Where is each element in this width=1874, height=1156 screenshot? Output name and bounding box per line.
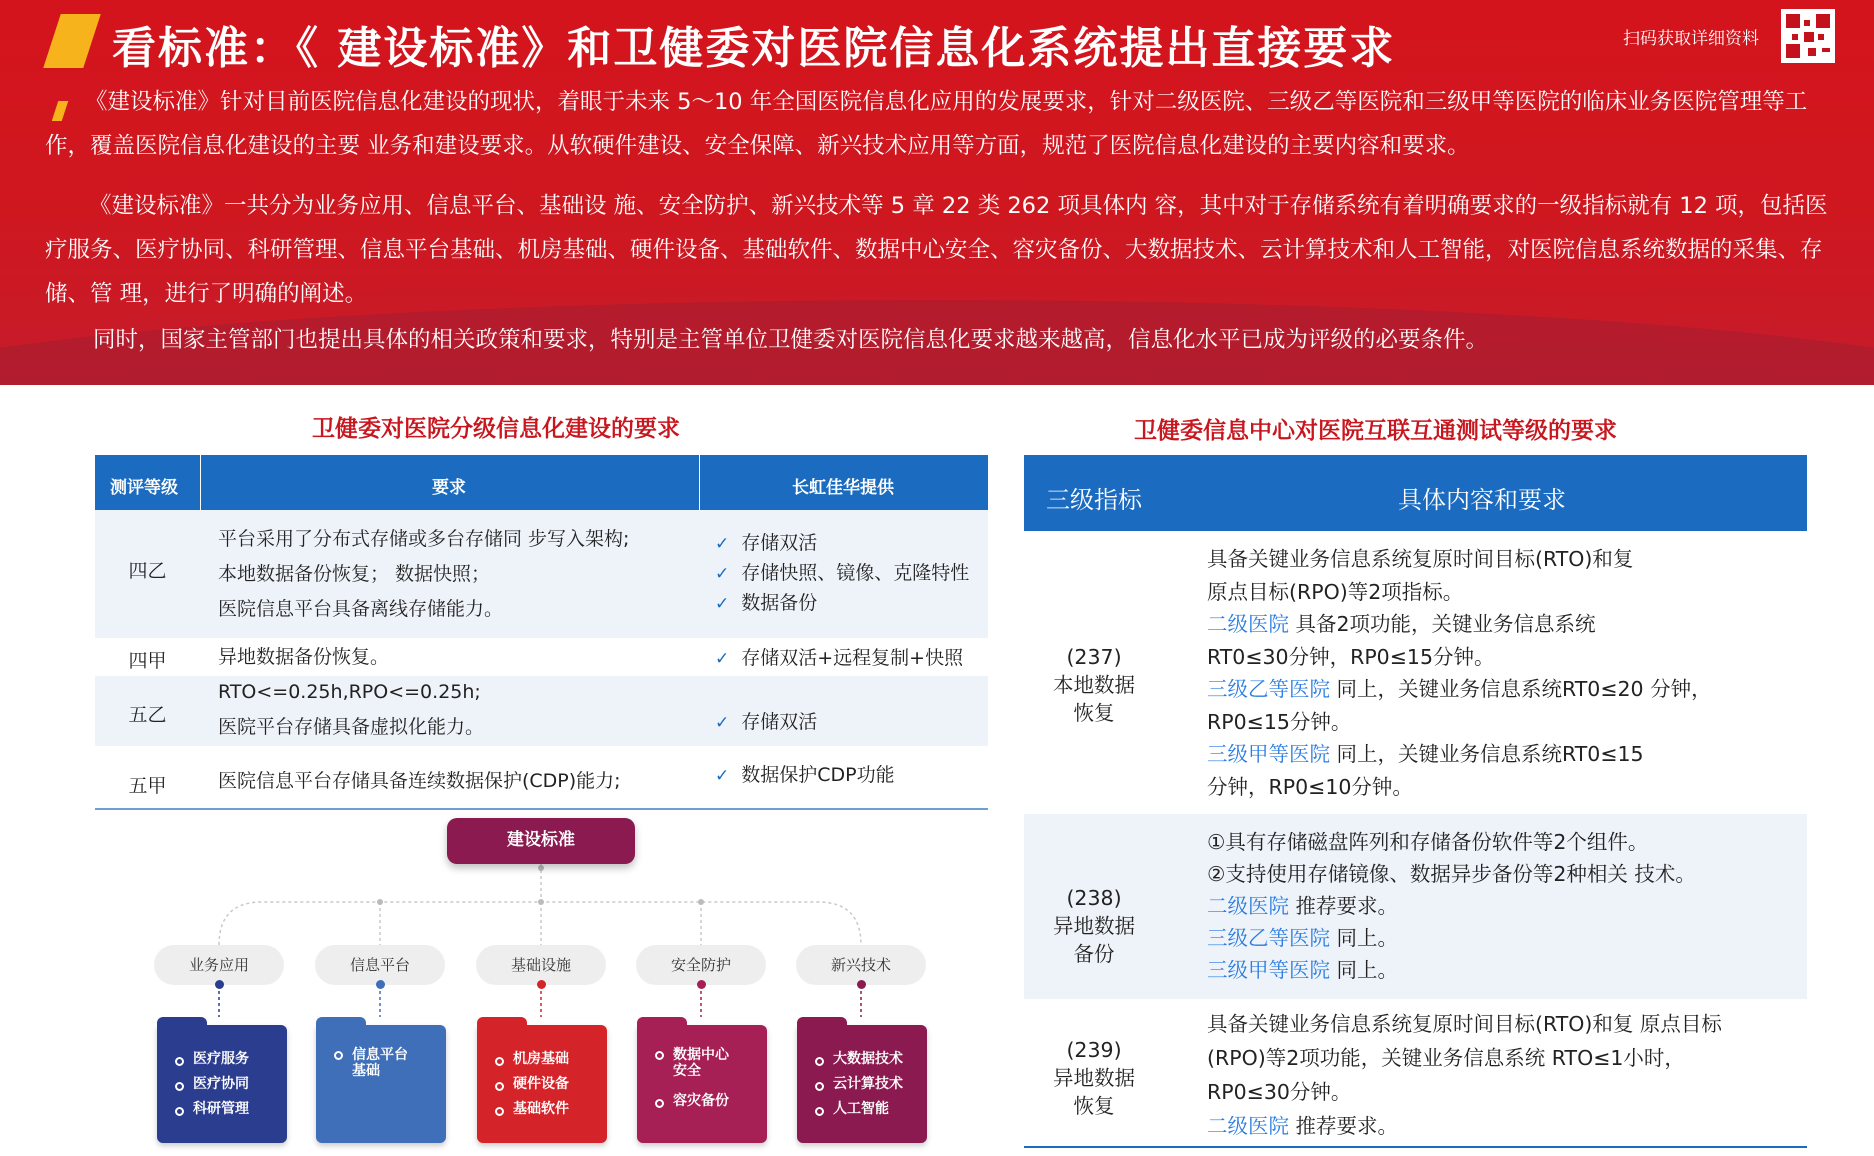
hospital-level-label: 三级乙等医院 bbox=[1207, 926, 1330, 950]
folder-card-business bbox=[157, 1025, 287, 1143]
hospital-level-label: 二级医院 bbox=[1207, 612, 1289, 636]
hospital-level-label: 三级甲等医院 bbox=[1207, 958, 1330, 982]
list-item: 医疗服务 bbox=[175, 1047, 287, 1072]
hospital-level-label: 三级甲等医院 bbox=[1207, 742, 1330, 766]
qr-label: 扫码获取详细资料 bbox=[1623, 29, 1759, 49]
list-item: 人工智能 bbox=[815, 1097, 927, 1122]
content-text: 同上。 bbox=[1330, 958, 1399, 982]
row-requirements: 平台采用了分布式存储或多台存储同 步写入架构; 本地数据备份恢复； 数据快照； 医院信息平台具备离线存储能力。 bbox=[218, 528, 630, 620]
list-item: 机房基础 bbox=[495, 1047, 607, 1072]
qr-code-icon[interactable] bbox=[1781, 9, 1835, 63]
content-line bbox=[1207, 673, 1712, 706]
category-node: 业务应用 bbox=[154, 945, 284, 985]
table-row bbox=[1024, 1003, 1807, 1146]
row-level: 五甲 bbox=[128, 775, 167, 797]
content-line bbox=[1207, 922, 1696, 954]
content-text: 同上，关键业务信息系统RT0≤15 bbox=[1330, 742, 1644, 766]
folder-card-security bbox=[637, 1025, 767, 1143]
row-content bbox=[1207, 543, 1712, 803]
list-item: 云计算技术 bbox=[815, 1072, 927, 1097]
connector-dot bbox=[537, 980, 546, 989]
right-table-title: 卫健委信息中心对医院互联互通测试等级的要求 bbox=[1134, 418, 1617, 444]
table-row bbox=[1024, 531, 1807, 812]
table-bottom-rule bbox=[1024, 1146, 1807, 1148]
content-line bbox=[1207, 608, 1712, 641]
content-text: 分钟，RP0≤10分钟。 bbox=[1207, 774, 1413, 799]
intro-paragraph-1: 《建设标准》针对目前医院信息化建设的现状，着眼于未来 5～10 年全国医院信息化应用的发展要求，针对二级医院、三级乙等医院和三级甲等医院的临床业务医院管理等工作，覆盖医院信息化建设的主要 业务和建设要求。从软硬件建设、安全保障、新兴技术应用等方面，规范了医院信息化建设的主要内容和要求。 bbox=[45, 89, 1808, 159]
category-node: 安全防护 bbox=[636, 945, 766, 985]
content-text: 原点目标(RPO)等2项指标。 bbox=[1207, 579, 1464, 604]
content-line bbox=[1207, 954, 1696, 986]
column-header-indicator: 三级指标 bbox=[1046, 486, 1142, 514]
content-line bbox=[1207, 771, 1712, 804]
intro-paragraph-3: 同时，国家主管部门也提出具体的相关政策和要求，特别是主管单位卫健委对医院信息化要求越来越高，信息化水平已成为评级的必要条件。 bbox=[93, 327, 1489, 353]
page-title: 看标准：《 建设标准》和卫健委对医院信息化系统提出直接要求 bbox=[112, 23, 1396, 74]
content-line bbox=[1207, 1007, 1722, 1041]
content-line bbox=[1207, 738, 1712, 771]
list-item: 大数据技术 bbox=[815, 1047, 927, 1072]
row-content bbox=[1207, 826, 1696, 986]
folder-card-infrastructure bbox=[477, 1025, 607, 1143]
column-header-requirement: 要求 bbox=[432, 478, 466, 498]
content-text: 具备关键业务信息系统复原时间目标(RTO)和复 原点目标 bbox=[1207, 1012, 1722, 1036]
check-icon: ✓ bbox=[715, 534, 730, 554]
check-icon: ✓ bbox=[715, 649, 730, 669]
row-indicator: (238) 异地数据 备份 bbox=[1053, 886, 1135, 966]
list-item: 容灾备份 bbox=[655, 1089, 767, 1114]
category-node: 基础设施 bbox=[476, 945, 606, 985]
row-provides: ✓ 存储双活 bbox=[715, 711, 818, 733]
connector-dot bbox=[376, 980, 385, 989]
intro-paragraph-2: 《建设标准》一共分为业务应用、信息平台、基础设 施、安全防护、新兴技术等 5 章 22 类 262 项具体内 容，其中对于存储系统有着明确要求的一级指标就有 12 项，包括医疗服务、医疗协同、科研管理、信息平台基础、机房基础、硬件设备、基础软件、数据中心安全、容灾备份、大数据技术、云计算技术和人工智能，对医院信息系统数据的采集、存储、管 理，进行了明确的阐述。 bbox=[45, 193, 1828, 307]
content-line bbox=[1207, 641, 1712, 674]
check-icon: ✓ bbox=[715, 713, 730, 733]
row-requirements: 医院信息平台存储具备连续数据保护(CDP)能力; bbox=[218, 770, 621, 792]
content-text: RP0≤15分钟。 bbox=[1207, 709, 1352, 734]
connector-dot bbox=[697, 980, 706, 989]
left-table-title: 卫健委对医院分级信息化建设的要求 bbox=[312, 416, 680, 442]
list-item: 信息平台基础 bbox=[334, 1047, 414, 1079]
row-content bbox=[1207, 1007, 1722, 1143]
hospital-level-label: 二级医院 bbox=[1207, 1114, 1289, 1138]
hospital-level-label: 二级医院 bbox=[1207, 894, 1289, 918]
category-node: 信息平台 bbox=[315, 945, 445, 985]
row-level: 四甲 bbox=[128, 650, 167, 672]
hospital-level-label: 三级乙等医院 bbox=[1207, 677, 1330, 701]
tree-root-node: 建设标准 bbox=[447, 818, 635, 864]
content-text: 同上，关键业务信息系统RT0≤20 分钟， bbox=[1330, 677, 1712, 701]
content-text: 推荐要求。 bbox=[1289, 894, 1399, 918]
column-header-level: 测评等级 bbox=[110, 478, 178, 498]
row-provides: ✓ 存储双活 ✓ 存储快照、镜像、克隆特性 ✓ 数据备份 bbox=[715, 532, 970, 614]
content-line bbox=[1207, 826, 1696, 858]
check-icon: ✓ bbox=[715, 594, 730, 614]
content-text: (RPO)等2项功能，关键业务信息系统 RTO≤1小时， bbox=[1207, 1046, 1685, 1070]
content-line bbox=[1207, 1075, 1722, 1109]
content-line bbox=[1207, 543, 1712, 576]
content-line bbox=[1207, 890, 1696, 922]
content-text: 具备2项功能，关键业务信息系统 bbox=[1289, 612, 1596, 636]
row-level: 四乙 bbox=[128, 560, 167, 582]
row-requirements: 异地数据备份恢复。 bbox=[218, 646, 390, 668]
connector-dot bbox=[215, 980, 224, 989]
content-line bbox=[1207, 1109, 1722, 1143]
row-provides: ✓ 数据保护CDP功能 bbox=[715, 764, 895, 786]
content-text: 同上。 bbox=[1330, 926, 1399, 950]
table-row bbox=[1024, 814, 1807, 999]
row-indicator: (239) 异地数据 恢复 bbox=[1053, 1038, 1135, 1118]
column-header-content: 具体内容和要求 bbox=[1398, 486, 1566, 514]
content-text: RT0≤30分钟，RP0≤15分钟。 bbox=[1207, 644, 1495, 669]
check-icon: ✓ bbox=[715, 766, 730, 786]
content-text: 具备关键业务信息系统复原时间目标(RTO)和复 bbox=[1207, 547, 1634, 571]
content-text: ②支持使用存储镜像、数据异步备份等2种相关 技术。 bbox=[1207, 862, 1696, 886]
list-item: 科研管理 bbox=[175, 1097, 287, 1122]
content-text: ①具有存储磁盘阵列和存储备份软件等2个组件。 bbox=[1207, 830, 1649, 854]
check-icon: ✓ bbox=[715, 564, 730, 584]
interconnection-requirements-table bbox=[1024, 455, 1807, 531]
table-header bbox=[1024, 455, 1807, 531]
content-line bbox=[1207, 576, 1712, 609]
category-node: 新兴技术 bbox=[796, 945, 926, 985]
folder-card-emerging-tech bbox=[797, 1025, 927, 1143]
row-indicator: (237) 本地数据 恢复 bbox=[1053, 645, 1135, 725]
content-line bbox=[1207, 858, 1696, 890]
row-requirements: RTO<=0.25h,RPO<=0.25h; 医院平台存储具备虚拟化能力。 bbox=[218, 681, 485, 738]
column-header-provider: 长虹佳华提供 bbox=[792, 478, 894, 498]
list-item: 数据中心安全 bbox=[655, 1047, 735, 1079]
content-line bbox=[1207, 706, 1712, 739]
list-item: 基础软件 bbox=[495, 1097, 607, 1122]
folder-card-platform bbox=[316, 1025, 446, 1143]
list-item: 硬件设备 bbox=[495, 1072, 607, 1097]
list-item: 医疗协同 bbox=[175, 1072, 287, 1097]
content-line bbox=[1207, 1041, 1722, 1075]
row-level: 五乙 bbox=[128, 704, 167, 726]
row-provides: ✓ 存储双活+远程复制+快照 bbox=[715, 647, 964, 669]
content-text: RP0≤30分钟。 bbox=[1207, 1080, 1352, 1104]
connector-dot bbox=[857, 980, 866, 989]
content-text: 推荐要求。 bbox=[1289, 1114, 1399, 1138]
